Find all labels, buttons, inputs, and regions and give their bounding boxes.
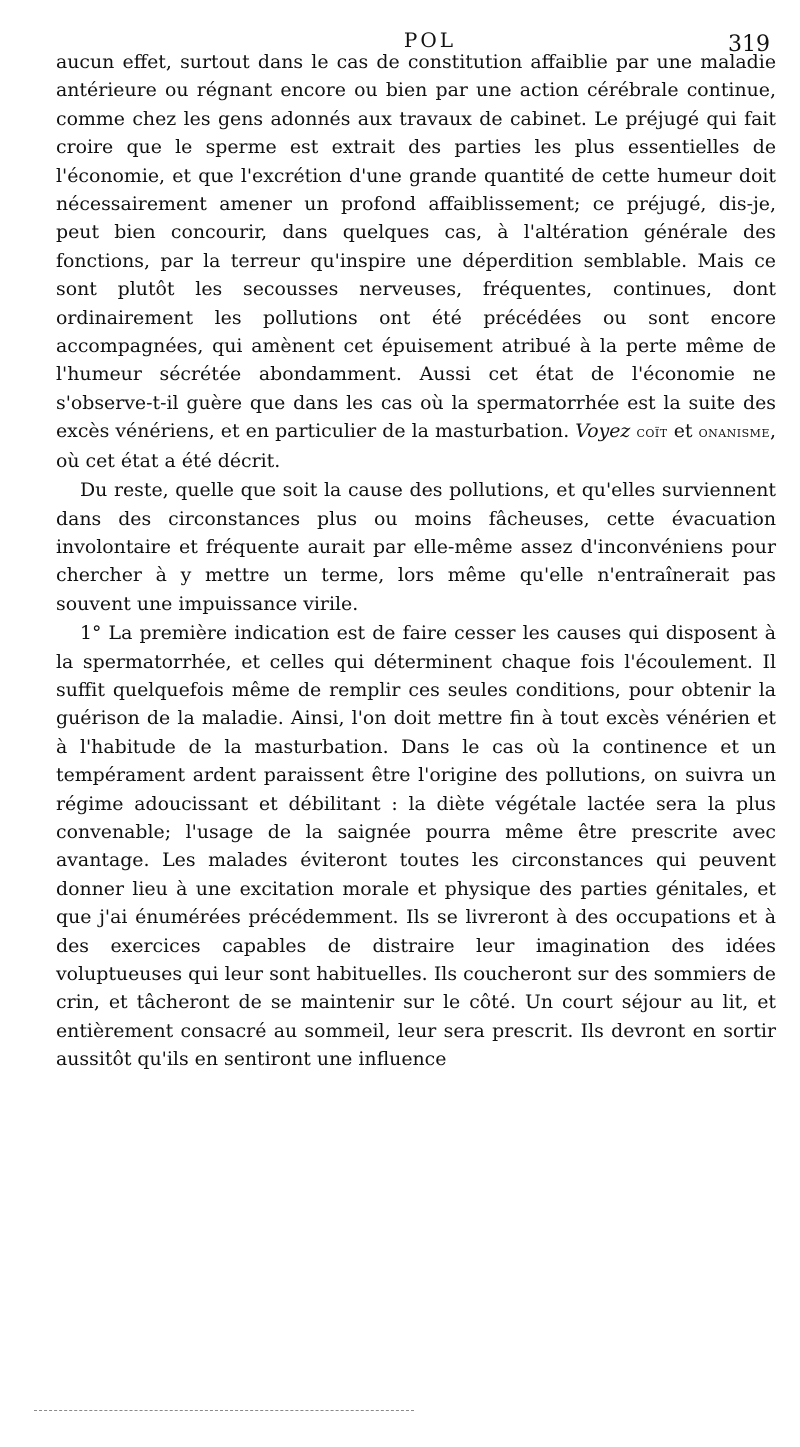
- italic-run: Voyez: [575, 420, 631, 443]
- footer-rule: [34, 1410, 414, 1411]
- text-run: Du reste, quelle que soit la cause des pollutions, et qu'elles surviennent dans des circonstances plus ou moins fâcheuses, cette évacuation involontaire et fréquente aurait par elle-même assez d'inconvéniens pour chercher à y mettre un terme, lors même qu'elle n'entraînerait pas souvent une impuissance virile.: [56, 479, 776, 615]
- cross-reference-onanisme: onanisme: [698, 422, 770, 442]
- cross-reference-coit: coït: [636, 422, 668, 442]
- text-run: 1° La première indication est de faire cesser les causes qui disposent à la spermatorrhée, et celles qui déterminent chaque fois l'écoulement. Il suffit quelquefois même de remplir ces seules conditions, pour obtenir la guérison de la maladie. Ainsi, l'on doit mettre fin à tout excès vénérien et à l'habitude de la masturbation. Dans le cas où la continence et un tempérament ardent paraissent être l'origine des pollutions, on suivra un régime adoucissant et débilitant : la diète végétale lactée sera la plus convenable; l'usage de la saignée pourra même être prescrite avec avantage. Les malades éviteront toutes les circonstances qui peuvent donner lieu à une excitation morale et physique des parties génitales, et que j'ai énumérées précédemment. Ils se livreront à des occupations et à des exercices capables de distraire leur imagination des idées voluptueuses qui leur sont habituelles. Ils coucheront sur des sommiers de crin, et tâcheront de se maintenir sur le côté. Un court séjour au lit, et entièrement consacré au sommeil, leur sera prescrit. Ils devront en sortir aussitôt qu'ils en sentiront une influence: [56, 622, 776, 1071]
- running-head: POL: [403, 28, 457, 52]
- page-number: 319: [728, 32, 770, 57]
- text-run: , où cet état a été décrit.: [56, 420, 776, 472]
- text-run: et: [667, 420, 699, 443]
- page-header: [56, 0, 776, 57]
- body-text: [56, 48, 776, 1074]
- paragraph-indication-1: [56, 619, 776, 1074]
- paragraph-du-reste: [56, 476, 776, 618]
- text-run: aucun effet, surtout dans le cas de constitution affaiblie par une maladie antérieure ou régnant encore ou bien par une action cérébrale continue, comme chez les gens adonnés aux travaux de cabinet. Le préjugé qui fait croire que le sperme est extrait des parties les plus essentielles de l'économie, et que l'excrétion d'une grande quantité de cette humeur doit nécessairement amener un profond affaiblissement; ce préjugé, dis-je, peut bien concourir, dans quelques cas, à l'altération générale des fonctions, par la terreur qu'inspire une déperdition semblable. Mais ce sont plutôt les secousses nerveuses, fréquentes, continues, dont ordinairement les pollutions ont été précédées ou sont encore accompagnées, qui amènent cet épuisement atribué à la perte même de l'humeur sécrétée abondamment. Aussi cet état de l'économie ne s'observe-t-il guère que dans les cas où la spermatorrhée est la suite des excès vénériens, et en particulier de la masturbation.: [56, 51, 776, 443]
- paragraph-continuation: [56, 48, 776, 475]
